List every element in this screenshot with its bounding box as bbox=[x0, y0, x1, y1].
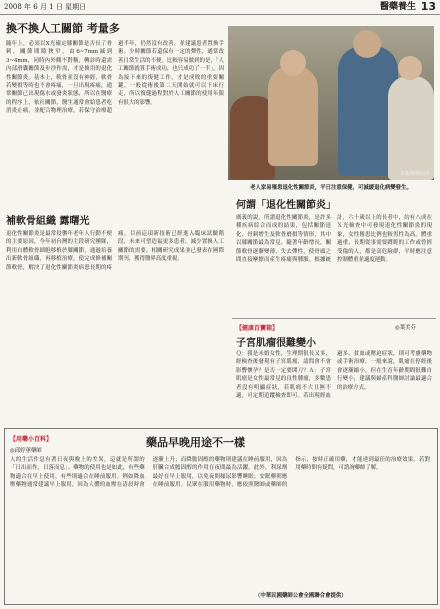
article2-title: 補軟骨組織 露曙光 bbox=[6, 216, 90, 227]
qa-body: Ｑ：我是未婚女性，生理期很長又多，經檢查後發現有子宮肌瘤，請問會不會影響懷孕？是否一定要開刀？Ａ：子宮肌瘤是女性最常見的良性腫瘤，多數患者沒有明顯症狀，若肌瘤不大且無不適，可定期追蹤檢查即可。若出現經血過多、貧血或壓迫症狀，則可考慮藥物或手術治療。一般來說，肌瘤在停經後會逐漸縮小，但在生育年齡期間很難自行變小，建議與婦產科醫師討論最適合的治療方式。 bbox=[236, 351, 432, 399]
article4-title: 藥品早晚用途不一樣 bbox=[146, 436, 245, 449]
issue-date: 2008 年 6 月 1 日 星期日 bbox=[4, 3, 87, 11]
article3-body: 廣義的說，所謂退化性關節炎，是許多種疾病綜合而成的結果，包括關節退化、骨刺增生及軟骨磨損等情形，其中以膝關節最為常見。隨著年齡增長，關節軟骨逐漸變薄、失去彈性，使骨頭之間直接摩擦而產生疼痛與腫脹。根據統計，六十歲以上的長者中，約有八成在Ｘ光檢查中可發現退化性關節炎的現象，女性罹患比例也較男性為高。體重過重、長期從事需要蹲跪的工作或曾經受傷的人，都是高危險群，平時應注意控制體重並適度運動。 bbox=[236, 215, 432, 263]
article4-body: 人的生活作息有著日夜與晚上的差異，這就是所謂的「日出而作，日落而息」。藥物的使用也是如此，有些藥物適合在早上使用，有些則適合在睡前服用。例如降血壓藥物通常建議早上服用，因為人體的血壓在清晨時會逐漸上升；而降膽固醇的藥物則建議在睡前服用，因為肝臟合成膽固醇的作用在夜間最為活躍。此外，利尿劑最好在早上服用，以免夜間頻尿影響睡眠；安眠藥則應在睡前服用。民眾在服用藥物時，應依照醫師或藥師的指示，按時正確用藥，才能達到最佳的治療效果。若對用藥時間有疑問，可諮詢藥師了解。 bbox=[10, 457, 430, 489]
qa-column-tag: 【健康百寶箱】 bbox=[236, 325, 279, 332]
page-header bbox=[0, 0, 440, 15]
qa-title: 子宮肌瘤很難變小 bbox=[236, 338, 316, 349]
article1-body: 隨年上，必須以X光確定膝關節是否長了骨刺，關節間隙狹窄，由6~7mm減到3~4mm，同時內外側不對稱，轉診時還需內部滑囊關節及步沙作需，才是換用的退化性關節炎。基本上，軟骨並沒有神經，軟骨若變損等時也不會疼痛，一旦出現疼痛，通常關節已出現傷水或發炎狀態，所以在醫療的程序上，依社關節，醫生通常會給患者吃消炎止痛，並配合物理治療，若保守治療超過半年，仍然沒有改善，並建議患者置換手術。少時關節若還保有一定的彈性，通常改善日常生活的不便。比較容易做到的是，「人工關節就算手術成功，也只成功了一半」，因為接下來的復健工作，才是成敗的重要關鍵。一般從術後第二天開始就可以下床行走，所以復健過程對於人工關節的使用年限有很大的影響。 bbox=[6, 41, 224, 114]
section-name: 醫藥養生 bbox=[379, 2, 416, 12]
photo-caption: 老人家易罹患退化性關節炎，平日注意保健，可減緩退化病變發生。 bbox=[250, 185, 412, 191]
article1-title: 換不換人工關節 考量多 bbox=[6, 22, 120, 35]
article3-title: 何謂「退化性關節炎」 bbox=[236, 200, 336, 211]
article4-source: （中華民國藥師公會全國聯合會提供） bbox=[255, 593, 347, 599]
elderly-group-photo bbox=[228, 26, 434, 180]
page-number: 13 bbox=[420, 0, 436, 13]
qa-byline: ◎葉美芬 bbox=[395, 325, 416, 331]
photo-credit: 本報資料照片 bbox=[399, 171, 430, 177]
article4-tag: 【用藥小百科】 bbox=[10, 436, 53, 443]
article2-body: 退化性關節炎是最常侵襲年老年人行動不便的主要原因，今年初台灣的主段研究團隊，利用自體軟骨細胞移植於膝關節，通過培養出新軟骨組織，再移植治療，使完成修補關節軟骨，解決了退化性關節炎病患長期的疼痛。目前這項新技術已經進入臨床試驗階段，未來可望造福更多患者，減少置換人工關節的需要。相關研究成果並已發表在國際期刊，獲得醫界高度重視。 bbox=[6, 231, 224, 271]
section-divider bbox=[232, 318, 436, 319]
article4-byline: ◎邱婷蕙藥師 bbox=[10, 448, 42, 454]
